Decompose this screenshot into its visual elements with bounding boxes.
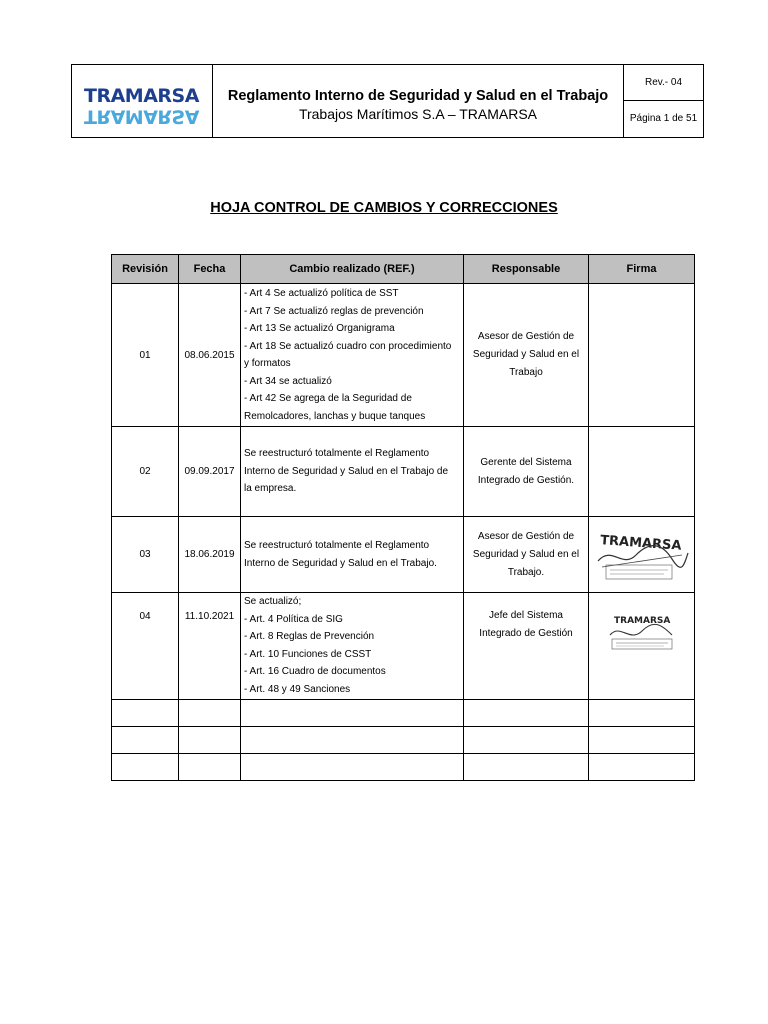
column-header-fecha: Fecha	[179, 255, 241, 284]
table-row	[112, 284, 695, 427]
sheet-title	[0, 200, 768, 216]
cambio-line: la empresa.	[244, 483, 297, 495]
cambio-line: - Art 34 se actualizó	[244, 375, 332, 387]
responsable-line: Trabajo	[509, 367, 543, 378]
cell-firma	[589, 284, 695, 427]
responsable-line: Jefe del Sistema	[489, 610, 563, 621]
responsable-line: Seguridad y Salud en el	[472, 548, 580, 560]
cell-revision: 01	[112, 284, 179, 427]
cell-fecha: 18.06.2019	[179, 517, 241, 593]
cambio-line: - Art 7 Se actualizó reglas de prevención	[244, 305, 424, 317]
column-header-cambio: Cambio realizado (REF.)	[241, 255, 464, 284]
cell-firma	[589, 593, 695, 700]
cambio-line: - Art 42 Se agrega de la Seguridad de	[244, 393, 412, 404]
cell-revision: 02	[112, 427, 179, 517]
cambio-line: Se reestructuró totalmente el Reglamento	[244, 540, 430, 551]
signature-stamp	[604, 613, 680, 653]
logo-text: TRAMARSA	[84, 85, 199, 107]
cambio-line: Remolcadores, lanchas y buque tanques	[244, 410, 426, 422]
table-header-row	[112, 255, 695, 284]
tramarsa-logo	[84, 85, 202, 128]
title-cell	[213, 65, 624, 137]
document-title: Reglamento Interno de Seguridad y Salud en el Trabajo	[227, 88, 609, 104]
cambio-line: Se actualizó;	[244, 596, 302, 607]
cell-fecha: 11.10.2021	[179, 593, 241, 700]
cell-revision: 03	[112, 517, 179, 593]
stamp-box	[606, 565, 672, 579]
sheet-title-text: HOJA CONTROL DE CAMBIOS Y CORRECCIONES	[210, 200, 558, 216]
stamp-box	[612, 639, 672, 649]
table-row-empty	[112, 727, 695, 754]
cambio-line: Se reestructuró totalmente el Reglamento	[244, 448, 430, 460]
cambio-line: - Art. 8 Reglas de Prevención	[244, 631, 375, 642]
cell-revision: 04	[112, 593, 179, 700]
stamp-text: TRAMARSA	[613, 616, 670, 626]
cell-firma	[589, 517, 695, 593]
column-header-firma: Firma	[589, 255, 695, 284]
responsable-line: Gerente del Sistema	[480, 456, 572, 468]
page-number: Página 1 de 51	[629, 113, 698, 124]
cambio-line: - Art. 48 y 49 Sanciones	[244, 683, 351, 695]
responsable-line: Integrado de Gestión.	[477, 474, 575, 486]
changes-table	[111, 254, 695, 781]
revision-label: Rev.- 04	[624, 65, 703, 101]
table-row	[112, 427, 695, 517]
cambio-line: - Art 18 Se actualizó cuadro con procedimiento	[244, 340, 452, 352]
cambio-line: - Art 13 Se actualizó Organigrama	[244, 323, 395, 334]
table-row-empty	[112, 754, 695, 781]
cell-cambio	[241, 427, 464, 517]
cell-cambio	[241, 517, 464, 593]
responsable-line: Asesor de Gestión de	[477, 530, 575, 542]
cambio-line: y formatos	[244, 358, 291, 369]
cambio-line: - Art 4 Se actualizó política de SST	[244, 288, 399, 299]
cambio-line: - Art. 10 Funciones de CSST	[244, 648, 372, 660]
cambio-line: Interno de Seguridad y Salud en el Trabajo.	[244, 557, 437, 569]
cell-firma	[589, 427, 695, 517]
cell-responsable	[464, 517, 589, 593]
stamp-text: TRAMARSA	[599, 532, 682, 554]
cambio-line: - Art. 16 Cuadro de documentos	[244, 666, 386, 677]
table-row-empty	[112, 700, 695, 727]
cell-responsable	[464, 284, 589, 427]
responsable-line: Asesor de Gestión de	[477, 331, 575, 342]
column-header-revision: Revisión	[112, 255, 179, 284]
cell-cambio	[241, 284, 464, 427]
logo-reflection: TRAMARSA	[84, 105, 199, 128]
table-row	[112, 593, 695, 700]
cell-responsable	[464, 427, 589, 517]
column-header-responsable: Responsable	[464, 255, 589, 284]
responsable-line: Seguridad y Salud en el	[472, 349, 580, 360]
cell-cambio	[241, 593, 464, 700]
logo-cell	[72, 65, 213, 137]
cell-fecha: 09.09.2017	[179, 427, 241, 517]
cambio-line: - Art. 4 Política de SIG	[244, 613, 343, 625]
cell-responsable	[464, 593, 589, 700]
document-subtitle: Trabajos Marítimos S.A – TRAMARSA	[298, 106, 538, 122]
signature-stamp	[592, 525, 692, 585]
responsable-line: Trabajo.	[507, 566, 545, 578]
table-row	[112, 517, 695, 593]
responsable-line: Integrado de Gestión	[479, 628, 573, 639]
cambio-line: Interno de Seguridad y Salud en el Trabajo de	[244, 465, 449, 477]
document-header	[71, 64, 704, 138]
cell-fecha: 08.06.2015	[179, 284, 241, 427]
